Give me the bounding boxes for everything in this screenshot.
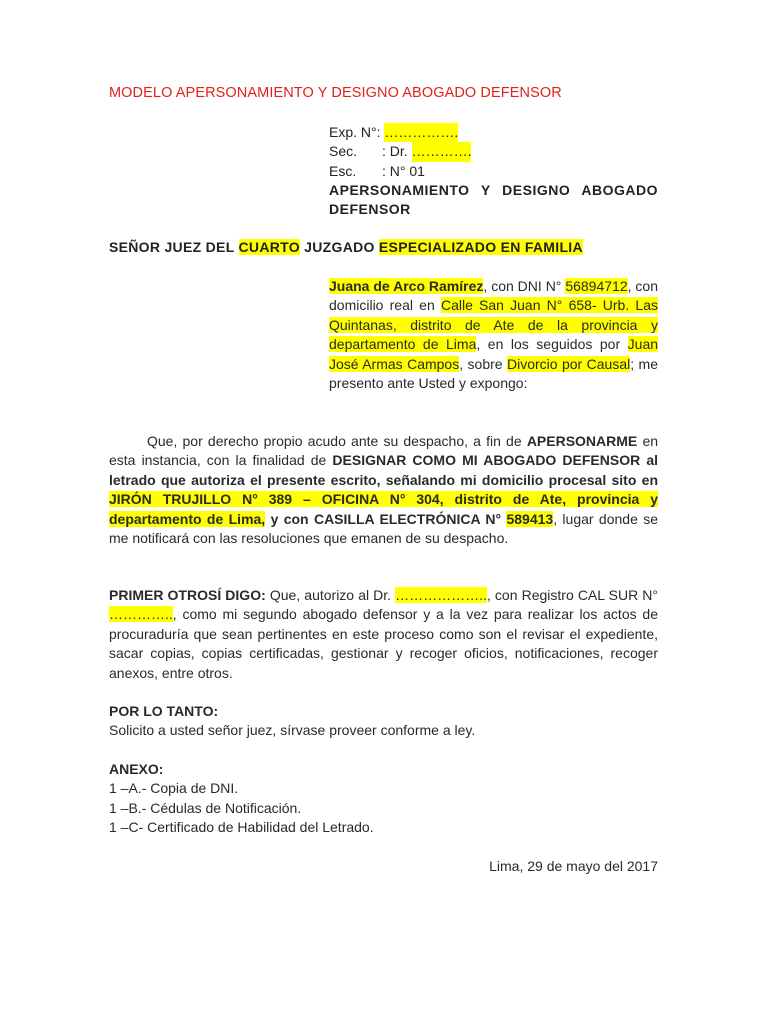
otrosi-label: PRIMER OTROSÍ DIGO: bbox=[109, 587, 266, 603]
case-info bbox=[329, 123, 658, 181]
por-lo-tanto-label: POR LO TANTO: bbox=[109, 703, 219, 719]
anexo-item: 1 –A.- Copia de DNI. bbox=[109, 780, 239, 797]
main-text-2: en esta instancia, con la finalidad de bbox=[109, 433, 659, 469]
otrosi-text-1: Que, autorizo al Dr. bbox=[269, 587, 392, 603]
party-dni: 56894712 bbox=[565, 278, 628, 294]
lawyer-name-blank: ……………….. bbox=[395, 587, 487, 603]
otrosi-text-3: , como mi segundo abogado defensor y a la vez para realizar los actos de procuraduría que sean pertinentes en este proceso como son el revisar el expediente, sacar copias, copias certificadas, gestionar y recoger oficios, notificaciones, recoger anexos, entre otros. bbox=[109, 606, 658, 681]
main-bold-apersonarme: APERSONARME bbox=[526, 433, 638, 449]
intro-text-1: , con DNI N° bbox=[483, 278, 562, 294]
otrosi-paragraph bbox=[109, 586, 658, 683]
sec-prefix: : Dr. bbox=[382, 143, 408, 160]
esc-label: Esc. bbox=[329, 162, 357, 179]
main-text-1: Que, por derecho propio acudo ante su despacho, a fin de bbox=[147, 433, 522, 449]
exp-number-blank: ……………. bbox=[384, 123, 458, 142]
intro-text-2: , con domicilio real en bbox=[329, 278, 658, 314]
addressee-part3: JUZGADO bbox=[304, 239, 375, 255]
case-matter: Divorcio por Causal bbox=[507, 355, 631, 372]
esc-row bbox=[329, 162, 658, 181]
exp-label: Exp. N°: bbox=[329, 124, 381, 140]
intro-paragraph bbox=[329, 277, 658, 393]
party-name: Juana de Arco Ramírez bbox=[329, 278, 484, 294]
main-bold-designar: DESIGNAR COMO MI ABOGADO DEFENSOR bbox=[332, 452, 641, 469]
electronic-box-number: 589413 bbox=[506, 510, 554, 527]
registry-number-blank: ………….. bbox=[109, 606, 173, 623]
anexo-item: 1 –B.- Cédulas de Notificación. bbox=[109, 799, 302, 816]
procedural-address: JIRÓN TRUJILLO N° 389 – OFICINA N° 304, distrito de Ate, provincia y departamento de Lima, bbox=[109, 491, 658, 527]
por-lo-tanto-text: Solicito a usted señor juez, sírvase proveer conforme a ley. bbox=[109, 722, 476, 739]
opponent-name: Juan José Armas Campos bbox=[329, 336, 659, 372]
document-heading: APERSONAMIENTO Y DESIGNO ABOGADO DEFENSOR bbox=[329, 182, 658, 218]
place-date: Lima, 29 de mayo del 2017 bbox=[489, 858, 658, 874]
esc-value: : N° 01 bbox=[382, 162, 425, 179]
intro-text-3: , en los seguidos por bbox=[476, 336, 621, 353]
document-title: MODELO APERSONAMIENTO Y DESIGNO ABOGADO DEFENSOR bbox=[109, 85, 562, 101]
main-paragraph bbox=[109, 432, 658, 548]
exp-row bbox=[329, 123, 658, 142]
otrosi-text-2: , con Registro CAL SUR N° bbox=[486, 587, 658, 603]
party-address: Calle San Juan N° 658- Urb. Las Quintanas, distrito de Ate de la provincia y departamento de Lima bbox=[329, 297, 658, 353]
anexo-label: ANEXO: bbox=[109, 761, 164, 777]
anexo-section bbox=[109, 760, 669, 838]
sec-label: Sec. bbox=[329, 143, 358, 160]
sec-row bbox=[329, 142, 658, 161]
main-text-3: , lugar donde se me notificará con las resoluciones que emanen de su despacho. bbox=[109, 510, 658, 547]
main-bold-domicilio: al letrado que autoriza el presente escrito, señalando mi domicilio procesal sito en bbox=[109, 452, 659, 488]
addressee-part1: SEÑOR JUEZ DEL bbox=[109, 239, 235, 255]
main-bold-casilla: y con CASILLA ELECTRÓNICA N° bbox=[270, 510, 502, 527]
intro-text-5: ; me presento ante Usted y expongo: bbox=[329, 355, 658, 392]
addressee-court-number: CUARTO bbox=[238, 239, 300, 255]
addressee bbox=[109, 238, 669, 257]
intro-text-4: , sobre bbox=[459, 355, 503, 372]
sec-name-blank: …………. bbox=[412, 142, 472, 161]
por-lo-tanto-section bbox=[109, 702, 669, 741]
anexo-item: 1 –C- Certificado de Habilidad del Letrado. bbox=[109, 819, 374, 836]
addressee-court-specialty: ESPECIALIZADO EN FAMILIA bbox=[378, 239, 583, 255]
